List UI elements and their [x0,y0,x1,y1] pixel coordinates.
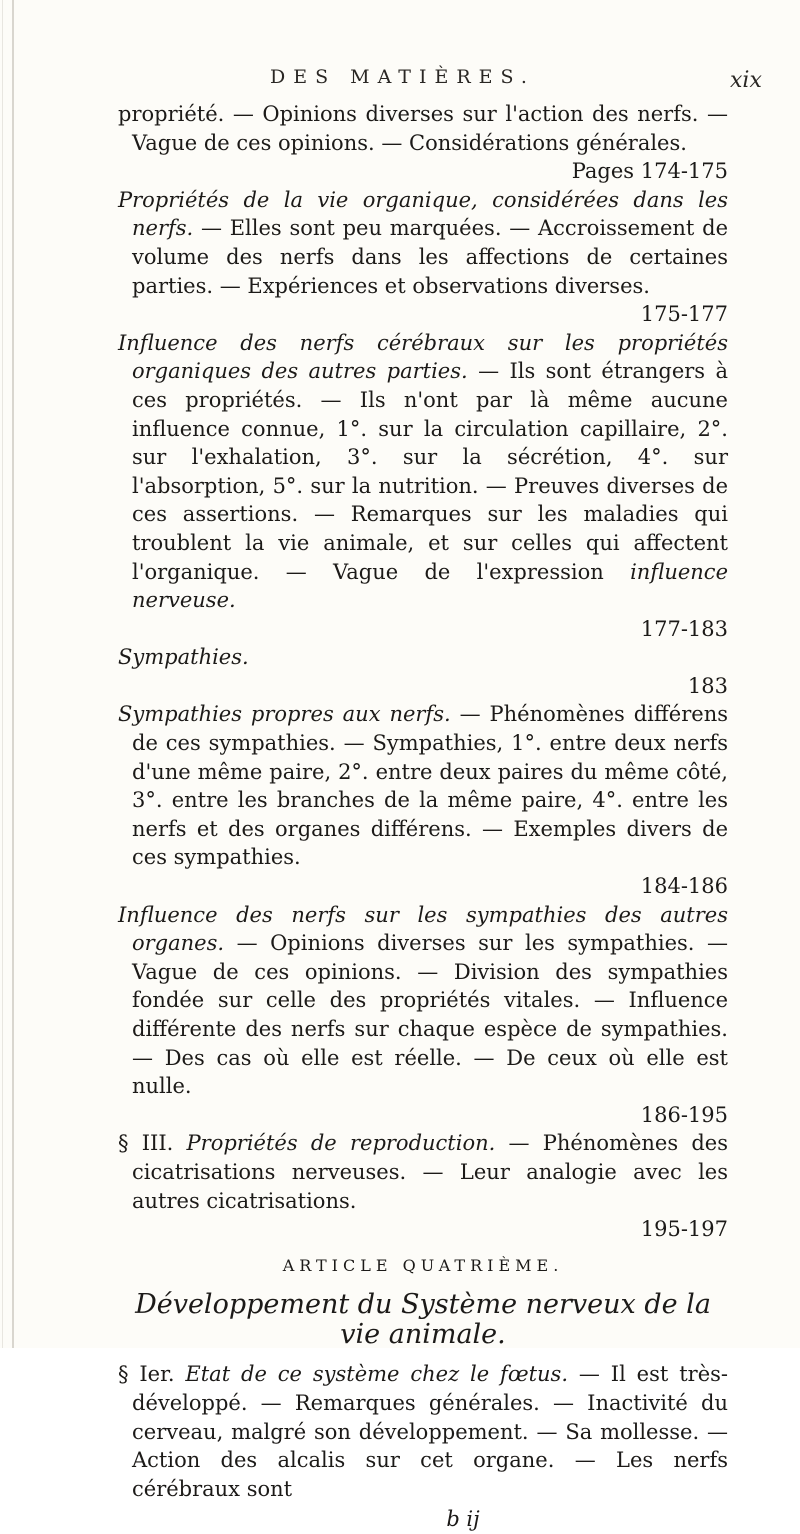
toc-entry [118,1129,728,1243]
toc-entry-pages: 186-195 [640,1102,728,1127]
toc-entry [118,329,728,644]
toc-entries [118,100,728,1244]
toc-entry-4-text-0: Sympathies propres aux nerfs. [118,702,451,727]
page-number: xix [730,68,762,93]
toc-entry-pages: 184-186 [640,874,728,899]
table-of-contents [118,100,728,1534]
toc-entry-last-text-1: Etat de ce système chez le fœtus. [185,1362,569,1387]
toc-entry-last [118,1360,728,1503]
toc-entry-pages: 183 [687,673,728,698]
section-title: Développement du Système nerveux de la vie animale. [135,1289,711,1351]
running-title: DES MATIÈRES. [270,66,535,88]
toc-entry-pages: 175-177 [640,302,728,327]
toc-entry [118,100,728,186]
toc-entry-pages: Pages 174-175 [571,159,728,184]
running-header [40,66,780,100]
toc-entry-5-text-0: Influence des nerfs sur les sympathies des autres organes. [118,902,728,956]
toc-entry-6-text-0: § III. [118,1131,187,1156]
toc-entry-2-text-0: Influence des nerfs cérébraux sur les propriétés organiques des autres parties. [118,330,728,384]
toc-entry [118,901,728,1130]
toc-entry [118,186,728,329]
toc-entry-3-text-0: Sympathies. [118,645,249,670]
toc-entry [118,643,728,700]
page-edge-shadow [2,0,3,1348]
toc-entry-2-text-2: influence nerveuse. [132,559,728,613]
toc-entry-1-text-1: — Elles sont peu marquées. — Accroissement de volume des nerfs dans les affections de certaines parties. — Expériences et observations diverses. [132,216,728,298]
toc-entry-5-text-1: — Opinions diverses sur les sympathies. — Vague de ces opinions. — Division des sympathies fondée sur celle des propriétés vitales. — Influence différente des nerfs sur chaque espèce de sympathies. — Des cas où elle est réelle. — De ceux où elle est nulle. [132,931,728,1099]
toc-entry-last-text-2: — Il est très-développé. — Remarques générales. — Inactivité du cerveau, malgré son développement. — Sa mollesse. — Action des alcalis sur cet organe. — Les nerfs cérébraux sont [132,1362,728,1501]
toc-entry [118,700,728,900]
toc-entry-pages: 177-183 [640,616,728,641]
toc-entry-6-text-2: — Phénomènes des cicatrisations nerveuses. — Leur analogie avec les autres cicatrisations. [132,1131,728,1213]
toc-entry-6-text-1: Propriétés de reproduction. [186,1131,496,1156]
toc-entry-2-text-1: — Ils sont étrangers à ces propriétés. — Ils n'ont par là même aucune influence connue, 1°. sur la circulation capillaire, 2°. sur l'exhalation, 3°. sur la sécrétion, 4°. sur l'absorption, 5°. sur la nutrition. — Preuves diverses de ces assertions. — Remarques sur les maladies qui troublent la vie animale, et sur celles qui affectent l'organique. — Vague de l'expression [132,359,728,584]
article-heading: ARTICLE QUATRIÈME. [282,1255,564,1275]
toc-entry-1-text-0: Propriétés de la vie organique, considérées dans les nerfs. [118,187,728,241]
page-gutter-line [12,0,14,1348]
toc-entry-pages: 195-197 [640,1217,728,1242]
toc-entry-last-text-0: § Ier. [118,1362,186,1387]
toc-entry-4-text-1: — Phénomènes différens de ces sympathies. — Sympathies, 1°. entre deux nerfs d'une même paire, 2°. entre deux paires du même côté, 3°. entre les branches de la même paire, 4°. entre les nerfs et des organes différens. — Exemples divers de ces sympathies. [132,702,729,870]
toc-entry-0-text-0: propriété. — Opinions diverses sur l'action des nerfs. — Vague de ces opinions. — Considérations générales. [118,102,728,155]
signature-mark: b ij [446,1507,480,1532]
